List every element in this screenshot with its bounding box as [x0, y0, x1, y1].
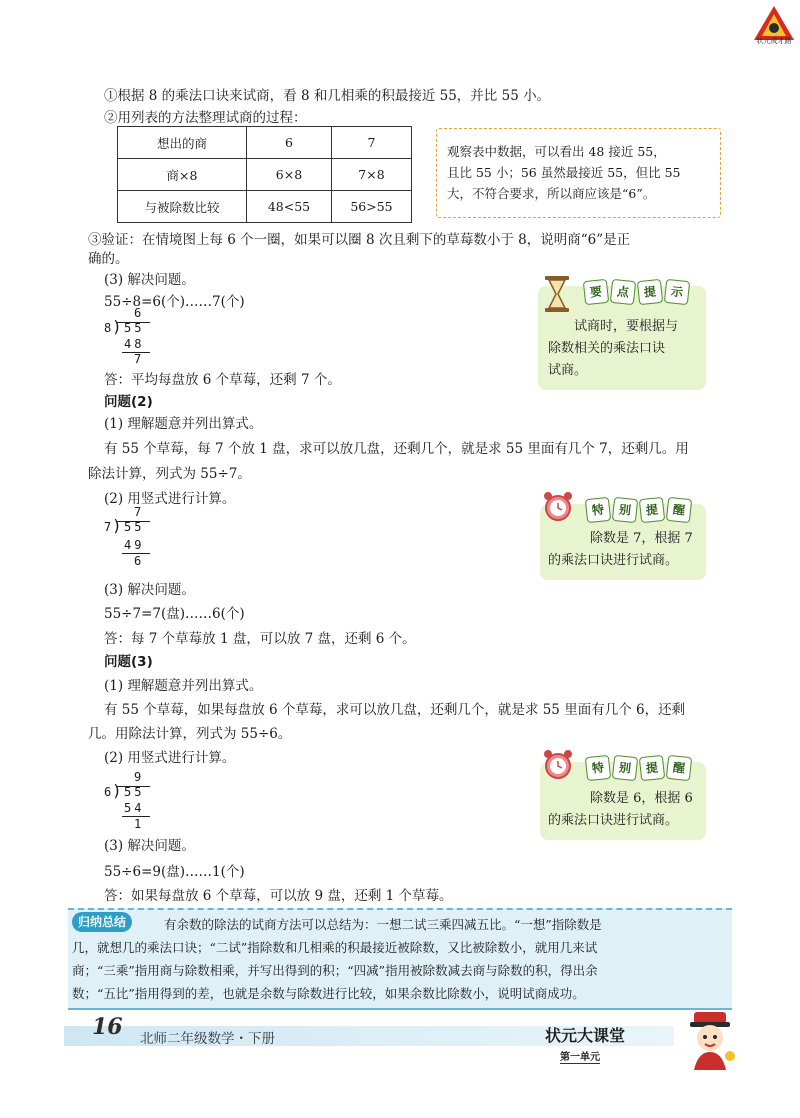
q3-step2-heading: (2) 用竖式进行计算。 [104, 750, 236, 766]
summary-line: 数；“五比”指用得到的差，也就是余数与除数进行比较，如果余数比除数小，说明试商成功。 [72, 986, 585, 1001]
tip-line: 试商。 [548, 363, 588, 378]
table-row [118, 127, 412, 159]
tip-line: 的乘法口诀进行试商。 [548, 813, 679, 828]
dividend-digits: 55 [124, 520, 145, 534]
alarm-clock-icon [542, 490, 574, 524]
tip-line: 试商时，要根据与 [574, 319, 679, 334]
tip-heading-char: 示 [664, 279, 690, 305]
tip-heading-char: 别 [612, 755, 638, 781]
tip-line: 的乘法口诀进行试商。 [548, 553, 679, 568]
tip-line: 除数相关的乘法口诀 [548, 341, 666, 356]
remainder-digit: 6 [134, 554, 142, 568]
tip-heading-char: 点 [610, 279, 636, 305]
tip-heading-char: 特 [585, 497, 611, 523]
q3-step3-heading: (3) 解决问题。 [104, 838, 195, 854]
step1-text: ①根据 8 的乘法口诀来试商，看 8 和几相乘的积最接近 55，并比 55 小。 [104, 88, 551, 104]
observation-line: 观察表中数据，可以看出 48 接近 55， [447, 144, 666, 159]
q2-explanation: 有 55 个草莓，每 7 个放 1 盘，求可以放几盘，还剩几个，就是求 55 里面有几个 7，还剩几。用 [104, 441, 689, 457]
page-number: 16 [92, 1014, 123, 1040]
observation-line: 大，不符合要求，所以商应该是“6”。 [447, 186, 656, 201]
tip-heading-char: 提 [639, 755, 665, 781]
p1-answer: 答：平均每盘放 6 个草莓，还剩 7 个。 [104, 372, 341, 388]
tip-heading [586, 498, 691, 522]
q3-explanation-cont: 几。用除法计算，列式为 55÷6。 [88, 726, 292, 742]
tip-heading-char: 要 [583, 279, 609, 305]
tip-heading-char: 醒 [666, 497, 692, 523]
summary-line: 商；“三乘”指用商与除数相乘，并写出得到的积；“四减”指用被除数减去商与除数的积，得出余 [72, 963, 598, 978]
table-cell: 商×8 [118, 159, 247, 191]
summary-line: 有余数的除法的试商方法可以总结为：一想二试三乘四减五比。“一想”指除数是 [164, 917, 602, 932]
remainder-digit: 1 [134, 817, 142, 831]
q3-step1-heading: (1) 理解题意并列出算式。 [104, 678, 263, 694]
q3-explanation: 有 55 个草莓，如果每盘放 6 个草莓，求可以放几盘，还剩几个，就是求 55 里面有几个 6，还剩 [104, 702, 686, 718]
tip-heading-char: 特 [585, 755, 611, 781]
dividend-digits: 55 [124, 785, 145, 799]
table-cell: 56>55 [332, 191, 412, 223]
p1-solve-heading: (3) 解决问题。 [104, 272, 195, 288]
table-cell: 7 [332, 127, 412, 159]
q2-explanation-cont: 除法计算，列式为 55÷7。 [88, 466, 251, 482]
alarm-clock-icon [542, 748, 574, 782]
trial-quotient-table [117, 126, 412, 223]
tip-body [548, 528, 693, 572]
q2-step3-heading: (3) 解决问题。 [104, 582, 195, 598]
product-digits: 49 [124, 538, 145, 552]
dividend-digits: 55 [124, 321, 145, 335]
tip-body [548, 788, 693, 832]
step2-text: ②用列表的方法整理试商的过程： [104, 110, 307, 126]
question-2-title: 问题(2) [104, 394, 153, 410]
step3-text: ③验证：在情境图上每 6 个一圈，如果可以圈 8 次且剩下的草莓数小于 8，说明商“6”是正 [88, 232, 631, 248]
logo-text: 状元成才路 [756, 37, 792, 45]
book-title: 北师二年级数学・下册 [140, 1031, 275, 1047]
q2-step1-heading: (1) 理解题意并列出算式。 [104, 416, 263, 432]
q3-equation: 55÷6=9(盘)……1(个) [104, 864, 245, 880]
unit-label: 第一单元 [560, 1048, 600, 1064]
table-cell: 6 [247, 127, 332, 159]
special-reminder-tip [540, 504, 706, 580]
tip-heading [586, 756, 691, 780]
division-bracket: ) [112, 317, 122, 336]
observation-line: 且比 55 小；56 虽然最接近 55，但比 55 [447, 165, 681, 180]
table-row [118, 191, 412, 223]
question-3-title: 问题(3) [104, 654, 153, 670]
table-cell: 48<55 [247, 191, 332, 223]
divisor-digit: 6 [104, 785, 112, 799]
summary-box [68, 908, 732, 1010]
product-digits: 48 [124, 337, 145, 351]
division-bracket: ) [112, 516, 122, 535]
quotient-digit: 9 [134, 770, 142, 784]
tip-line: 除数是 6，根据 6 [590, 791, 693, 806]
key-point-tip [538, 286, 706, 390]
mascot-icon [680, 1008, 740, 1072]
table-cell: 与被除数比较 [118, 191, 247, 223]
quotient-digit: 6 [134, 306, 142, 320]
table-cell: 想出的商 [118, 127, 247, 159]
tip-line: 除数是 7，根据 7 [590, 531, 693, 546]
table-row [118, 159, 412, 191]
q2-answer: 答：每 7 个草莓放 1 盘，可以放 7 盘，还剩 6 个。 [104, 631, 416, 647]
q2-step2-heading: (2) 用竖式进行计算。 [104, 491, 236, 507]
table-cell: 6×8 [247, 159, 332, 191]
step3-text-cont: 确的。 [88, 251, 129, 267]
tip-heading-char: 提 [637, 279, 663, 305]
divisor-digit: 7 [104, 520, 112, 534]
tip-heading-char: 别 [612, 497, 638, 523]
summary-tag: 归纳总结 [72, 912, 132, 932]
p1-equation: 55÷8=6(个)……7(个) [104, 294, 245, 310]
summary-line: 几，就想几的乘法口诀；“二试”指除数和几相乘的积最接近被除数，又比被除数小，就用几来试 [72, 940, 598, 955]
special-reminder-tip [540, 762, 706, 840]
table-cell: 7×8 [332, 159, 412, 191]
hourglass-icon [542, 274, 572, 314]
brand-name: 状元大课堂 [545, 1026, 626, 1045]
division-bracket: ) [112, 781, 122, 800]
observation-note [436, 128, 721, 218]
quotient-digit: 7 [134, 505, 142, 519]
product-digits: 54 [124, 801, 145, 815]
tip-heading-char: 醒 [666, 755, 692, 781]
tip-body [548, 316, 678, 382]
q2-equation: 55÷7=7(盘)……6(个) [104, 606, 245, 622]
q3-answer: 答：如果每盘放 6 个草莓，可以放 9 盘，还剩 1 个草莓。 [104, 888, 453, 904]
divisor-digit: 8 [104, 321, 112, 335]
remainder-digit: 7 [134, 352, 142, 366]
tip-heading-char: 提 [639, 497, 665, 523]
tip-heading [584, 280, 689, 304]
